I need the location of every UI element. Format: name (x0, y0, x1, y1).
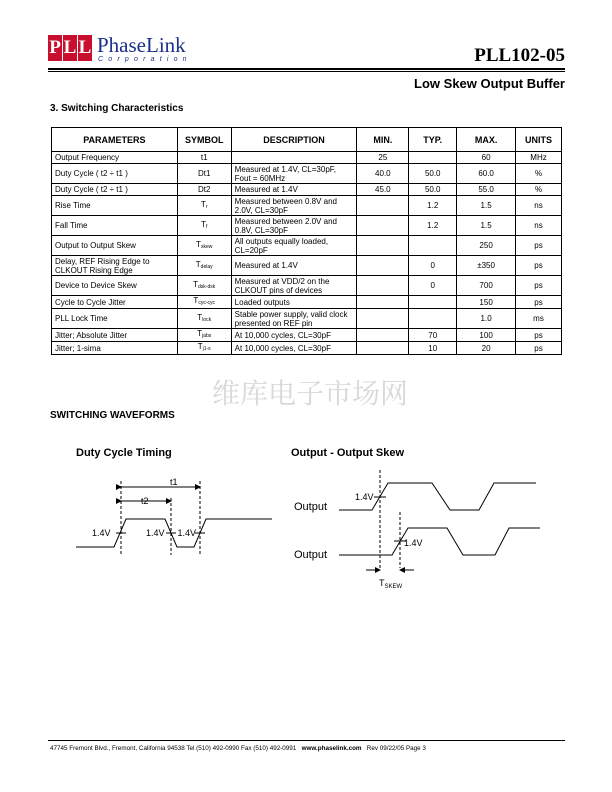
skew-level-label: 1.4V (404, 538, 423, 548)
min-cell (357, 256, 409, 276)
max-cell: 1.0 (457, 309, 516, 329)
typ-cell: 50.0 (409, 164, 457, 184)
description-cell: Loaded outputs (231, 296, 357, 309)
param-cell: Output Frequency (52, 152, 178, 164)
min-cell: 40.0 (357, 164, 409, 184)
table-row (52, 342, 562, 355)
param-cell: Duty Cycle ( t2 ÷ t1 ) (52, 164, 178, 184)
level-label: 1.4V (92, 528, 111, 538)
param-cell: Duty Cycle ( t2 ÷ t1 ) (52, 184, 178, 196)
symbol-cell: Dt2 (177, 184, 231, 196)
param-cell: Fall Time (52, 216, 178, 236)
min-cell (357, 236, 409, 256)
part-number: PLL102-05 (474, 45, 565, 66)
max-cell: 250 (457, 236, 516, 256)
table-row (52, 184, 562, 196)
symbol-cell: $T_{delay}$ (177, 256, 231, 276)
tskew-label: $T_{SKEW}$ (379, 578, 403, 590)
header-max: MAX. (457, 128, 516, 152)
footer (50, 745, 426, 752)
table-header-row (52, 128, 562, 152)
waveforms-title: SWITCHING WAVEFORMS (50, 410, 175, 421)
logo-letter: L (78, 35, 92, 61)
min-cell (357, 309, 409, 329)
symbol-cell: $T_{lock}$ (177, 309, 231, 329)
skew-level-label: 1.4V (355, 492, 374, 502)
header-symbol: SYMBOL (177, 128, 231, 152)
max-cell: 55.0 (457, 184, 516, 196)
section-title: 3. Switching Characteristics (50, 103, 184, 114)
description-cell: Measured at 1.4V (231, 184, 357, 196)
typ-cell: 1.2 (409, 196, 457, 216)
header-units: UNITS (516, 128, 562, 152)
max-cell: 100 (457, 329, 516, 342)
min-cell: 45.0 (357, 184, 409, 196)
header-description: DESCRIPTION (231, 128, 357, 152)
document-subtitle: Low Skew Output Buffer (414, 76, 565, 91)
min-cell (357, 296, 409, 309)
units-cell: ps (516, 296, 562, 309)
units-cell: ps (516, 236, 562, 256)
table-row (52, 329, 562, 342)
logo-boxes (48, 35, 92, 61)
max-cell: 20 (457, 342, 516, 355)
typ-cell: 70 (409, 329, 457, 342)
units-cell: ps (516, 276, 562, 296)
table-row (52, 164, 562, 184)
min-cell (357, 196, 409, 216)
param-cell: Jitter; Absolute Jitter (52, 329, 178, 342)
typ-cell: 0 (409, 276, 457, 296)
units-cell: ns (516, 196, 562, 216)
t1-label: t1 (170, 477, 178, 487)
max-cell: 60.0 (457, 164, 516, 184)
footer-revision: Rev 09/22/05 Page 3 (366, 745, 426, 752)
output-skew-title: Output - Output Skew (291, 447, 405, 459)
max-cell: 150 (457, 296, 516, 309)
symbol-cell: $T_r$ (177, 196, 231, 216)
min-cell (357, 342, 409, 355)
param-cell: Device to Device Skew (52, 276, 178, 296)
typ-cell (409, 296, 457, 309)
header-min: MIN. (357, 128, 409, 152)
units-cell: ps (516, 342, 562, 355)
description-cell: Measured between 2.0V and 0.8V, CL=30pF (231, 216, 357, 236)
typ-cell: 10 (409, 342, 457, 355)
typ-cell (409, 309, 457, 329)
output-waveform-1 (339, 483, 536, 510)
table-row (52, 276, 562, 296)
symbol-cell: $T_{dsk-dsk}$ (177, 276, 231, 296)
output-label-2: Output (294, 549, 328, 561)
symbol-cell: t1 (177, 152, 231, 164)
output-label-1: Output (294, 501, 328, 513)
typ-cell (409, 236, 457, 256)
description-cell: Measured at 1.4V (231, 256, 357, 276)
typ-cell (409, 152, 457, 164)
min-cell (357, 276, 409, 296)
table-row (52, 236, 562, 256)
max-cell: 60 (457, 152, 516, 164)
table-row (52, 309, 562, 329)
table-row (52, 152, 562, 164)
typ-cell: 50.0 (409, 184, 457, 196)
units-cell: % (516, 164, 562, 184)
description-cell (231, 152, 357, 164)
header-typ: TYP. (409, 128, 457, 152)
footer-website[interactable]: www.phaselink.com (301, 745, 362, 752)
units-cell: ps (516, 329, 562, 342)
min-cell (357, 329, 409, 342)
watermark: 维库电子市场网 (211, 378, 409, 409)
typ-cell: 1.2 (409, 216, 457, 236)
header-rule (48, 68, 565, 70)
description-cell: At 10,000 cycles, CL=30pF (231, 329, 357, 342)
level-label: 1.4V (146, 528, 165, 538)
param-cell: Jitter; 1-sima (52, 342, 178, 355)
header-parameters: PARAMETERS (52, 128, 178, 152)
description-cell: Measured between 0.8V and 2.0V, CL=30pF (231, 196, 357, 216)
logo-letter: L (63, 35, 77, 61)
param-cell: PLL Lock Time (52, 309, 178, 329)
footer-address: 47745 Fremont Blvd., Fremont, California 94538 Tel (510) 492-0990 Fax (510) 492-0991 (50, 745, 297, 752)
table-row (52, 216, 562, 236)
footer-rule (48, 740, 565, 741)
description-cell: At 10,000 cycles, CL=30pF (231, 342, 357, 355)
description-cell: Stable power supply, valid clock presented on REF pin (231, 309, 357, 329)
symbol-cell: $T_{jabs}$ (177, 329, 231, 342)
symbol-cell: $T_f$ (177, 216, 231, 236)
units-cell: % (516, 184, 562, 196)
output-waveform-2 (339, 528, 540, 555)
table-row (52, 196, 562, 216)
param-cell: Rise Time (52, 196, 178, 216)
param-cell: Cycle to Cycle Jitter (52, 296, 178, 309)
max-cell: 1.5 (457, 196, 516, 216)
table-row (52, 256, 562, 276)
max-cell: ±350 (457, 256, 516, 276)
max-cell: 1.5 (457, 216, 516, 236)
description-cell: Measured at 1.4V, CL=30pF, Fout = 60MHz (231, 164, 357, 184)
min-cell: 25 (357, 152, 409, 164)
param-cell: Delay, REF Rising Edge to CLKOUT Rising Edge (52, 256, 178, 276)
switching-characteristics-table (51, 127, 562, 355)
description-cell: Measured at VDD/2 on the CLKOUT pins of devices (231, 276, 357, 296)
min-cell (357, 216, 409, 236)
t2-label: t2 (141, 496, 149, 506)
symbol-cell: $T_{j1-s}$ (177, 342, 231, 355)
logo-letter: P (48, 35, 62, 61)
max-cell: 700 (457, 276, 516, 296)
level-label: 1.4V (177, 528, 196, 538)
logo-corporation: Corporation (98, 56, 192, 63)
units-cell: ps (516, 256, 562, 276)
description-cell: All outputs equally loaded, CL=20pF (231, 236, 357, 256)
duty-cycle-waveform (76, 519, 272, 547)
units-cell: MHz (516, 152, 562, 164)
units-cell: ns (516, 216, 562, 236)
symbol-cell: $T_{skew}$ (177, 236, 231, 256)
table-row (52, 296, 562, 309)
symbol-cell: Dt1 (177, 164, 231, 184)
units-cell: ms (516, 309, 562, 329)
typ-cell: 0 (409, 256, 457, 276)
header-rule-thin (48, 71, 565, 72)
symbol-cell: $T_{cyc-cyc}$ (177, 296, 231, 309)
duty-cycle-title: Duty Cycle Timing (76, 447, 172, 459)
param-cell: Output to Output Skew (52, 236, 178, 256)
logo-name: PhaseLink (97, 33, 186, 57)
